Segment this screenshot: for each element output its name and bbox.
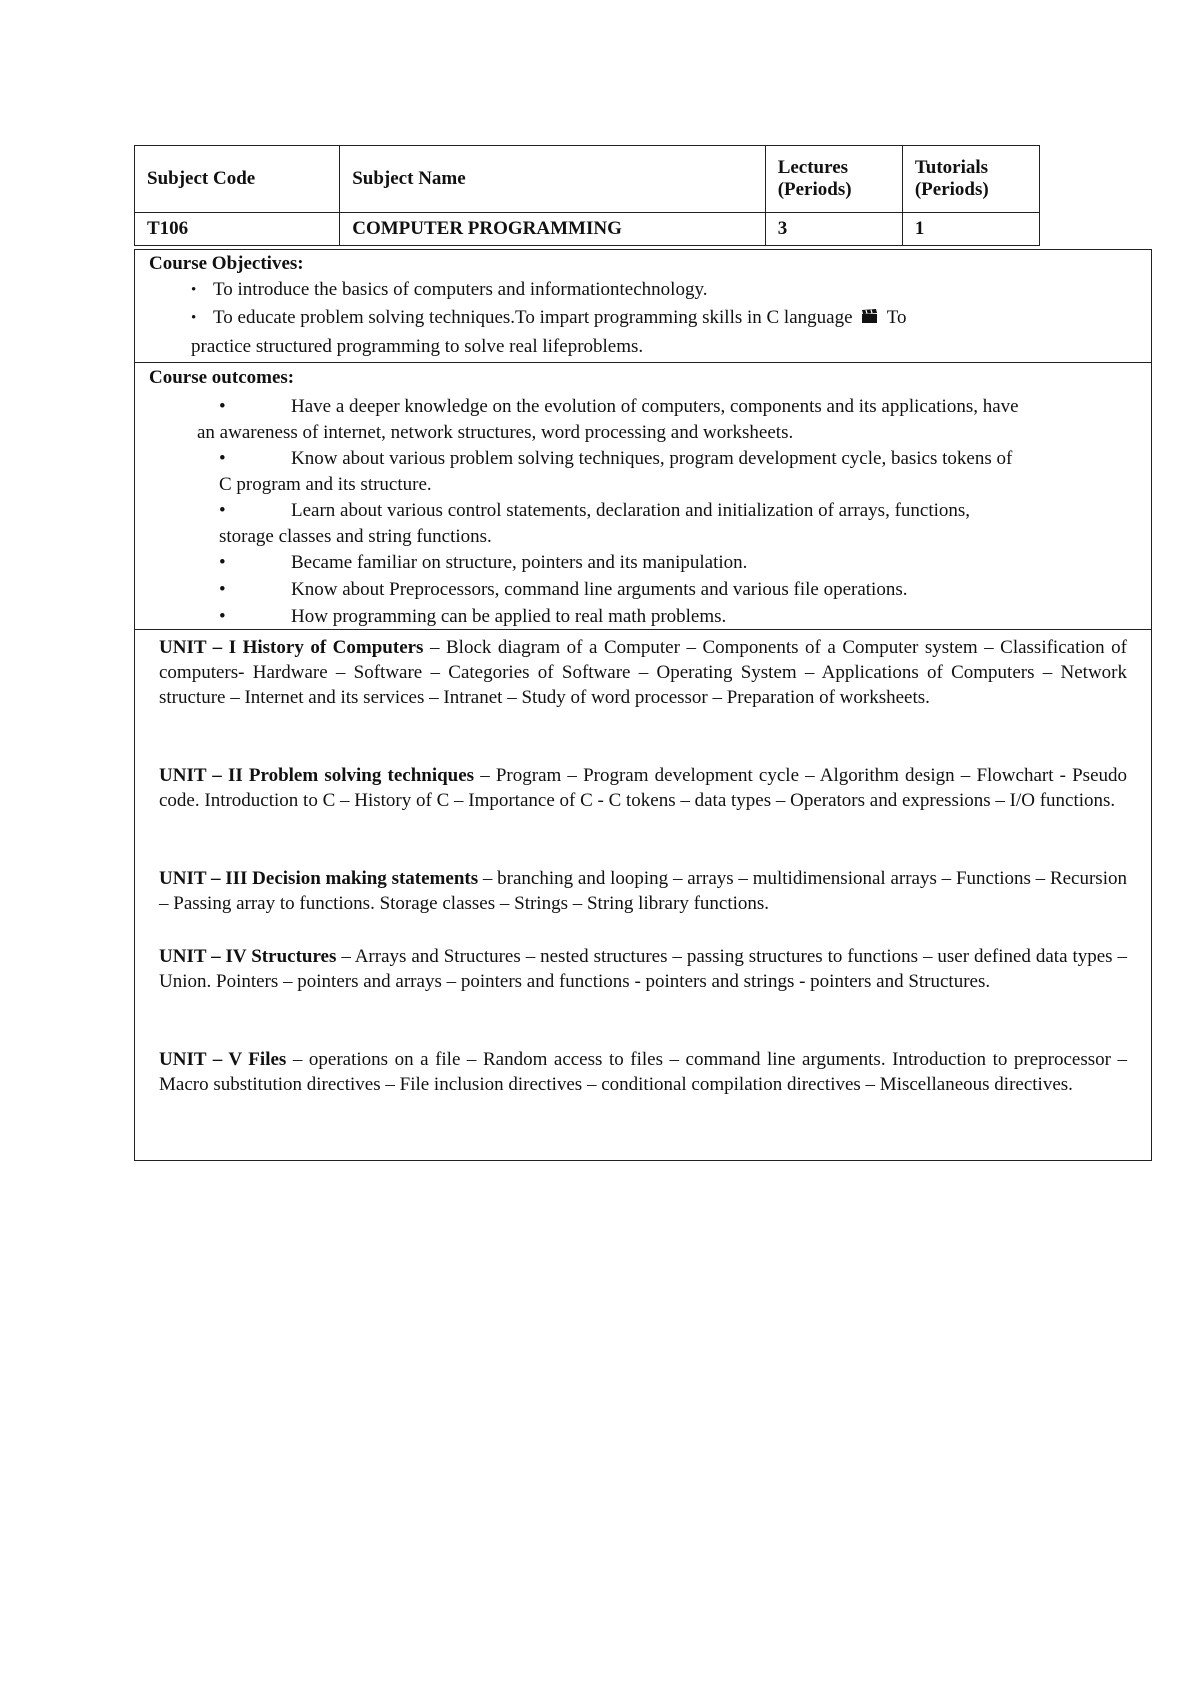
subject-code-value: T106 xyxy=(135,213,340,246)
unit-3-title: UNIT – III Decision making statements xyxy=(159,868,479,889)
unit-4-paragraph xyxy=(159,944,1127,994)
outcome-item-4-line-1: Became familiar on structure, pointers and its manipulation. xyxy=(291,552,748,573)
unit-2-paragraph xyxy=(159,763,1127,813)
tutorials-value: 1 xyxy=(902,213,1039,246)
unit-5-body: – operations on a file – Random access to files – command line arguments. Introduction to preprocessor – Macro substitution directives – File inclusion directives – conditional compilation directives – Miscellaneous directives. xyxy=(159,1049,1127,1095)
course-objectives-section xyxy=(134,249,1152,363)
outcome-item-1 xyxy=(197,394,1141,446)
outcome-item-5-line-1: Know about Preprocessors, command line arguments and various file operations. xyxy=(291,579,908,600)
objective-item-1: To introduce the basics of computers and informationtechnology. xyxy=(213,279,708,300)
data-row xyxy=(135,213,1040,246)
unit-3-paragraph xyxy=(159,866,1127,916)
outcome-item-2-line-1: Know about various problem solving techniques, program development cycle, basics tokens of xyxy=(291,448,1013,469)
bullet-icon: • xyxy=(191,282,197,298)
bullet-icon: • xyxy=(219,552,226,573)
header-row xyxy=(135,146,1040,213)
outcome-item-1-line-1: Have a deeper knowledge on the evolution of computers, components and its applications, have xyxy=(291,396,1019,417)
outcome-item-1-line-2: an awareness of internet, network structures, word processing and worksheets. xyxy=(197,422,794,443)
subject-code-label: Subject Code xyxy=(147,168,256,189)
film-clapper-icon xyxy=(861,308,878,330)
objective-item-2-text: To educate problem solving techniques.To impart programming skills in C language xyxy=(213,307,853,328)
outcome-item-3-line-2: storage classes and string functions. xyxy=(219,526,492,547)
lectures-value: 3 xyxy=(765,213,902,246)
bullet-icon: • xyxy=(219,448,226,469)
unit-4-body: – Arrays and Structures – nested structures – passing structures to functions – user defined data types – Union. Pointers – pointers and arrays – pointers and functions - pointers and strings - pointers and Structures. xyxy=(159,946,1127,992)
outcome-item-2-line-2: C program and its structure. xyxy=(219,474,432,495)
bullet-icon: • xyxy=(191,310,197,326)
lectures-periods-label: (Periods) xyxy=(777,179,852,200)
unit-3-body: – branching and looping – arrays – multidimensional arrays – Functions – Recursion – Passing array to functions. Storage classes – Strings – String library functions. xyxy=(159,868,1127,914)
bullet-icon: • xyxy=(219,396,226,417)
objective-item-2-tail: To xyxy=(886,307,907,328)
subject-name-value: COMPUTER PROGRAMMING xyxy=(340,213,765,246)
unit-1-title: UNIT – I History of Computers xyxy=(159,637,424,658)
outcome-item-4 xyxy=(219,550,1141,576)
bullet-icon: • xyxy=(219,500,226,521)
unit-4-title: UNIT – IV Structures xyxy=(159,946,337,967)
outcome-item-2 xyxy=(219,446,1141,498)
course-outcomes-section xyxy=(134,362,1152,630)
unit-2-title: UNIT – II Problem solving techniques xyxy=(159,765,475,786)
unit-2-body: – Program – Program development cycle – Algorithm design – Flowchart - Pseudo code. Introduction to C – History of C – Importance of C - C tokens – data types – Operators and expressions – I/O functions. xyxy=(159,765,1127,811)
unit-1-paragraph xyxy=(159,635,1127,710)
tutorials-periods-label: (Periods) xyxy=(914,179,989,200)
lectures-label: Lectures xyxy=(777,157,849,178)
lectures-header xyxy=(765,146,902,213)
unit-1-body: – Block diagram of a Computer – Components of a Computer system – Classification of computers- Hardware – Software – Categories of Software – Operating System – Applications of Computers – Network structure – Internet and its services – Intranet – Study of word processor – Preparation of worksheets. xyxy=(159,637,1127,708)
subject-name-label: Subject Name xyxy=(352,168,466,189)
subject-code-header xyxy=(135,146,340,213)
outcome-item-6 xyxy=(219,604,1141,630)
objective-item-3: practice structured programming to solve real lifeproblems. xyxy=(191,336,644,357)
tutorials-header xyxy=(902,146,1039,213)
objective-item-2 xyxy=(213,307,906,330)
course-objectives-title: Course Objectives: xyxy=(149,253,304,274)
bullet-icon: • xyxy=(219,606,226,627)
bullet-icon: • xyxy=(219,579,226,600)
syllabus-units-section xyxy=(134,629,1152,1161)
outcome-item-5 xyxy=(219,577,1141,603)
outcome-item-6-line-1: How programming can be applied to real math problems. xyxy=(291,606,727,627)
course-outcomes-title: Course outcomes: xyxy=(149,367,295,388)
subject-header-table xyxy=(134,145,1040,246)
tutorials-label: Tutorials xyxy=(914,157,989,178)
subject-name-header xyxy=(340,146,765,213)
unit-5-paragraph xyxy=(159,1047,1127,1097)
unit-5-title: UNIT – V Files xyxy=(159,1049,287,1070)
outcome-item-3 xyxy=(219,498,1141,550)
outcome-item-3-line-1: Learn about various control statements, declaration and initialization of arrays, functions, xyxy=(291,500,971,521)
